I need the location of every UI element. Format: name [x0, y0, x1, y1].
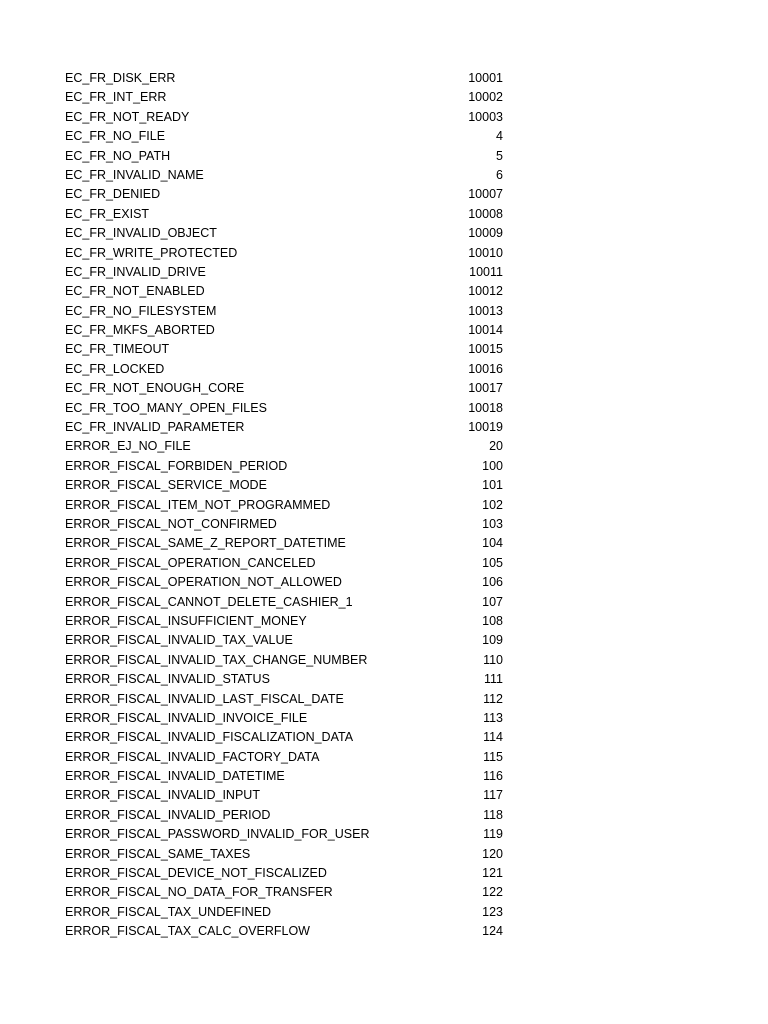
- table-row: [65, 806, 503, 825]
- error-code-table: [65, 69, 503, 942]
- table-row: [65, 224, 503, 243]
- error-code-value: 123: [482, 904, 503, 919]
- error-code-value: 6: [496, 167, 503, 182]
- table-row: [65, 185, 503, 204]
- table-row: [65, 476, 503, 495]
- table-row: [65, 864, 503, 883]
- error-code-name: ERROR_EJ_NO_FILE: [65, 439, 191, 454]
- table-row: [65, 88, 503, 107]
- error-code-value: 10015: [468, 342, 503, 357]
- error-code-name: EC_FR_LOCKED: [65, 361, 165, 376]
- error-code-name: EC_FR_TIMEOUT: [65, 342, 170, 357]
- error-code-name: EC_FR_INVALID_NAME: [65, 167, 204, 182]
- table-row: [65, 651, 503, 670]
- error-code-name: ERROR_FISCAL_INVALID_LAST_FISCAL_DATE: [65, 691, 344, 706]
- table-row: [65, 728, 503, 747]
- error-code-name: EC_FR_DISK_ERR: [65, 71, 176, 85]
- error-code-value: 114: [483, 730, 503, 745]
- table-row: [65, 418, 503, 437]
- error-code-value: 10008: [468, 206, 503, 221]
- error-code-value: 102: [482, 497, 503, 512]
- error-code-value: 104: [482, 536, 503, 551]
- error-code-value: 20: [489, 439, 503, 454]
- error-code-value: 100: [482, 458, 503, 473]
- error-code-value: 10009: [468, 226, 503, 241]
- error-code-value: 10017: [468, 381, 503, 396]
- table-row: [65, 282, 503, 301]
- error-code-name: EC_FR_TOO_MANY_OPEN_FILES: [65, 400, 267, 415]
- error-code-value: 111: [483, 672, 503, 687]
- error-code-name: EC_FR_DENIED: [65, 187, 161, 202]
- table-row: [65, 748, 503, 767]
- error-code-value: 115: [483, 749, 503, 764]
- table-row: [65, 340, 503, 359]
- error-code-value: 107: [482, 594, 503, 609]
- table-row: [65, 515, 503, 534]
- table-row: [65, 534, 503, 553]
- error-code-name: ERROR_FISCAL_INSUFFICIENT_MONEY: [65, 613, 307, 628]
- error-code-value: 10013: [468, 303, 503, 318]
- table-row: [65, 360, 503, 379]
- error-code-value: 106: [482, 575, 503, 590]
- table-row: [65, 399, 503, 418]
- error-code-value: 124: [482, 924, 503, 939]
- error-code-name: ERROR_FISCAL_TAX_UNDEFINED: [65, 904, 272, 919]
- table-row: [65, 903, 503, 922]
- error-code-name: EC_FR_INVALID_OBJECT: [65, 226, 217, 241]
- table-row: [65, 786, 503, 805]
- error-code-value: 10016: [468, 361, 503, 376]
- error-code-value: 10011: [469, 264, 503, 279]
- table-row: [65, 845, 503, 864]
- table-row: [65, 457, 503, 476]
- error-code-name: ERROR_FISCAL_SERVICE_MODE: [65, 478, 267, 493]
- error-code-value: 110: [483, 652, 503, 667]
- error-code-value: 113: [483, 710, 503, 725]
- error-code-value: 119: [483, 827, 503, 842]
- error-code-value: 4: [496, 129, 503, 144]
- table-row: [65, 612, 503, 631]
- error-code-name: ERROR_FISCAL_OPERATION_NOT_ALLOWED: [65, 575, 342, 590]
- error-code-name: ERROR_FISCAL_ITEM_NOT_PROGRAMMED: [65, 497, 331, 512]
- error-code-value: 10019: [468, 420, 503, 435]
- table-row: [65, 69, 503, 88]
- error-code-value: 10007: [468, 187, 503, 202]
- error-code-name: ERROR_FISCAL_INVALID_FISCALIZATION_DATA: [65, 730, 354, 745]
- table-row: [65, 573, 503, 592]
- error-code-value: 10003: [468, 109, 503, 124]
- error-code-value: 121: [482, 866, 503, 881]
- table-row: [65, 631, 503, 650]
- error-code-name: ERROR_FISCAL_INVALID_TAX_CHANGE_NUMBER: [65, 652, 368, 667]
- table-row: [65, 379, 503, 398]
- error-code-value: 5: [496, 148, 503, 163]
- error-code-name: ERROR_FISCAL_INVALID_INVOICE_FILE: [65, 710, 308, 725]
- table-row: [65, 767, 503, 786]
- table-row: [65, 496, 503, 515]
- error-code-name: EC_FR_NO_FILE: [65, 129, 166, 144]
- table-row: [65, 554, 503, 573]
- error-code-name: ERROR_FISCAL_CANNOT_DELETE_CASHIER_1: [65, 594, 353, 609]
- error-code-value: 105: [482, 555, 503, 570]
- error-code-value: 116: [483, 769, 503, 784]
- error-code-value: 108: [482, 613, 503, 628]
- table-row: [65, 127, 503, 146]
- error-code-name: ERROR_FISCAL_OPERATION_CANCELED: [65, 555, 316, 570]
- error-code-value: 10012: [468, 284, 503, 299]
- error-code-value: 10002: [468, 90, 503, 105]
- table-row: [65, 825, 503, 844]
- table-row: [65, 205, 503, 224]
- error-code-name: ERROR_FISCAL_NO_DATA_FOR_TRANSFER: [65, 885, 333, 900]
- error-code-name: ERROR_FISCAL_INVALID_PERIOD: [65, 807, 271, 822]
- error-code-name: ERROR_FISCAL_TAX_CALC_OVERFLOW: [65, 924, 310, 939]
- error-code-value: 109: [482, 633, 503, 648]
- error-code-value: 112: [483, 691, 503, 706]
- error-code-name: ERROR_FISCAL_DEVICE_NOT_FISCALIZED: [65, 866, 327, 881]
- error-code-name: ERROR_FISCAL_INVALID_STATUS: [65, 672, 270, 687]
- table-row: [65, 709, 503, 728]
- error-code-value: 10014: [468, 323, 503, 338]
- error-code-name: ERROR_FISCAL_PASSWORD_INVALID_FOR_USER: [65, 827, 370, 842]
- error-code-name: ERROR_FISCAL_INVALID_INPUT: [65, 788, 260, 803]
- error-code-name: EC_FR_NOT_ENABLED: [65, 284, 205, 299]
- error-code-value: 10010: [468, 245, 503, 260]
- error-code-name: EC_FR_NO_FILESYSTEM: [65, 303, 217, 318]
- error-code-value: 103: [482, 516, 503, 531]
- error-code-name: EC_FR_NOT_ENOUGH_CORE: [65, 381, 245, 396]
- error-code-name: EC_FR_INT_ERR: [65, 90, 167, 105]
- error-code-name: EC_FR_EXIST: [65, 206, 150, 221]
- error-code-value: 120: [482, 846, 503, 861]
- table-row: [65, 108, 503, 127]
- table-row: [65, 244, 503, 263]
- error-code-value: 10018: [468, 400, 503, 415]
- error-code-name: ERROR_FISCAL_FORBIDEN_PERIOD: [65, 458, 288, 473]
- error-code-value: 117: [483, 788, 503, 803]
- error-code-name: ERROR_FISCAL_NOT_CONFIRMED: [65, 516, 277, 531]
- table-row: [65, 883, 503, 902]
- error-code-value: 122: [482, 885, 503, 900]
- error-code-name: ERROR_FISCAL_SAME_Z_REPORT_DATETIME: [65, 536, 346, 551]
- error-code-name: EC_FR_INVALID_DRIVE: [65, 264, 206, 279]
- error-code-name: ERROR_FISCAL_INVALID_DATETIME: [65, 769, 285, 784]
- error-code-value: 10001: [468, 71, 503, 85]
- table-row: [65, 670, 503, 689]
- table-row: [65, 437, 503, 456]
- error-code-name: ERROR_FISCAL_INVALID_FACTORY_DATA: [65, 749, 320, 764]
- error-code-value: 101: [482, 478, 503, 493]
- error-code-name: EC_FR_INVALID_PARAMETER: [65, 420, 245, 435]
- error-code-value: 118: [483, 807, 503, 822]
- table-row: [65, 302, 503, 321]
- table-row: [65, 147, 503, 166]
- error-code-name: EC_FR_MKFS_ABORTED: [65, 323, 215, 338]
- table-row: [65, 690, 503, 709]
- error-code-name: EC_FR_NOT_READY: [65, 109, 190, 124]
- error-code-name: EC_FR_WRITE_PROTECTED: [65, 245, 238, 260]
- table-row: [65, 263, 503, 282]
- table-row: [65, 166, 503, 185]
- table-row: [65, 321, 503, 340]
- error-code-name: ERROR_FISCAL_SAME_TAXES: [65, 846, 251, 861]
- error-code-name: EC_FR_NO_PATH: [65, 148, 171, 163]
- table-row: [65, 593, 503, 612]
- error-code-name: ERROR_FISCAL_INVALID_TAX_VALUE: [65, 633, 293, 648]
- table-row: [65, 922, 503, 941]
